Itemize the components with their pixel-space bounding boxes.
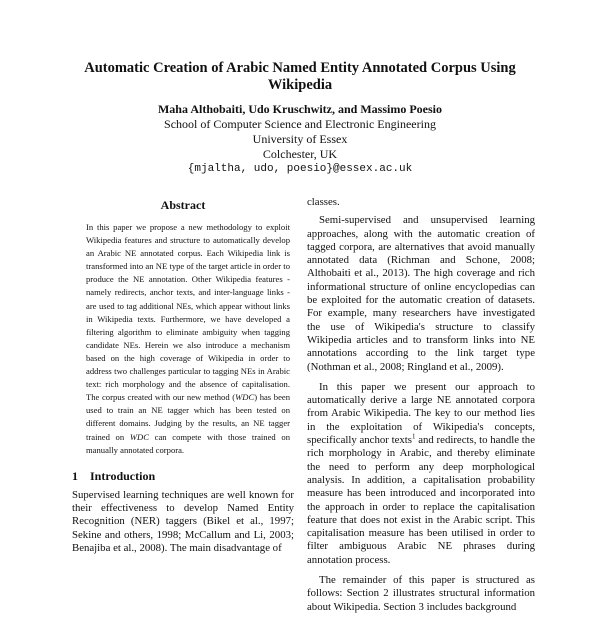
- section-title: Introduction: [90, 468, 156, 483]
- footnote-marker: 1: [412, 432, 416, 441]
- right-column: [307, 196, 535, 621]
- section-number: 1: [72, 468, 78, 483]
- paper-title: [60, 60, 540, 94]
- right-paragraph-0: classes.: [307, 196, 340, 208]
- abstract-heading: Abstract: [160, 198, 206, 212]
- right-paragraph-3: The remainder of this paper is structured as follows: Section 2 illustrates structural information about Wikipedia. Section 3 includes background: [307, 574, 535, 613]
- abstract-text: In this paper we propose a new methodology to exploit Wikipedia features and structure to automatically develop an Arabic NE annotated corpus. Each Wikipedia link is transformed into an NE type of the target article in order to produce the NE annotation. Other Wikipedia features - namely redirects, anchor texts, and inter-language links - are used to tag additional NEs, which appear without links in Wikipedia texts. Furthermore, we have developed a filtering algorithm to eliminate ambiguity when tagging candidate NEs. Herein we also introduce a mechanism based on the high coverage of Wikipedia in order to address two challenges particular to tagging NEs in Arabic text: rich morphology and the absence of capitalisation. The corpus created with our new method (WDC) has been used to train an NE tagger which has been tested on different domains. Judging by the results, an NE tagger trained on WDC can compete with those trained on manually annotated corpora.: [86, 222, 290, 455]
- section-heading-introduction: [72, 469, 294, 483]
- right-paragraph-2: In this paper we present our approach to automatically derive a large NE annotated corpora from Arabic Wikipedia. The key to our method lies in the exploitation of Wikipedia's concepts, specifically anchor texts$^1$ and redirects, to handle the rich morphology in Arabic, and thereby eliminate the need to perform any deep morphological analysis. In addition, a capitalisation probability measure has been introduced and incorporated into the approach in order to replace the capitalisation feature that does not exist in the Arabic script. This capitalisation measure has been utilised in order to filter ambiguous Arabic NE phrases during annotation process.: [307, 380, 535, 566]
- affiliation-university: University of Essex: [252, 132, 348, 146]
- affiliation-location: Colchester, UK: [262, 147, 338, 161]
- affiliation-school: School of Computer Science and Electronic Engineering: [164, 117, 436, 131]
- introduction-paragraph: Supervised learning techniques are well known for their effectiveness to develop Named Entity Recognition (NER) taggers (Bikel et al., 1997; Sekine and others, 1998; McCallum and Li, 2003; Benajiba et al., 2008). The main disadvantage of: [72, 488, 294, 554]
- author-block: [60, 102, 540, 177]
- title-line-1: Automatic Creation of Arabic Named Entity Annotated Corpus Using: [84, 60, 516, 76]
- left-column: [72, 198, 294, 555]
- author-names: Maha Althobaiti, Udo Kruschwitz, and Massimo Poesio: [157, 102, 442, 116]
- right-paragraph-1: Semi-supervised and unsupervised learning approaches, along with the automatic creation of tagged corpora, are alternatives that avoid manually annotated data (Richman and Schone, 2008; Althobaiti et al., 2013). The high coverage and rich informational structure of online encyclopedias can be exploited for the automatic creation of datasets. For example, many researchers have investigated the use of Wikipedia's structure to classify Wikipedia articles and to transform links into NE annotations according to the link target type (Nothman et al., 2008; Ringland et al., 2009).: [307, 214, 535, 373]
- title-line-2: Wikipedia: [267, 77, 333, 93]
- author-emails: {mjaltha, udo, poesio}@essex.ac.uk: [187, 163, 413, 175]
